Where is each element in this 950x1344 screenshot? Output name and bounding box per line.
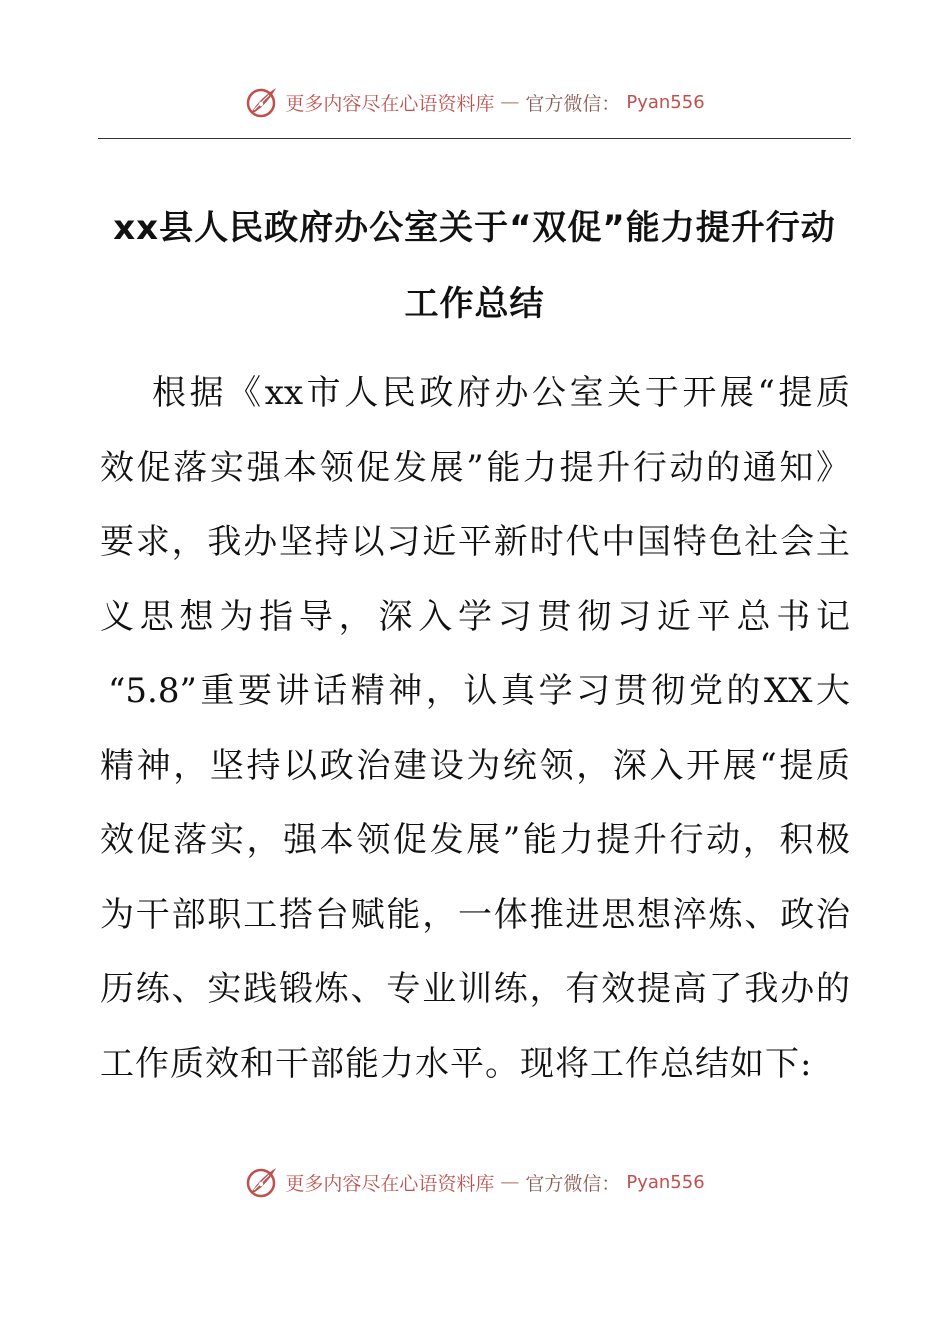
paragraph-line: 工作质效和干部能力水平。现将工作总结如下: <box>100 1043 813 1084</box>
wechat-id: Pyan556 <box>626 1171 705 1193</box>
quill-pen-logo-icon <box>245 1165 279 1199</box>
paragraph-line: 为干部职工搭台赋能，一体推进思想淬炼、政治 <box>100 894 850 935</box>
wechat-label: 官方微信： <box>525 92 621 115</box>
banner-separator: — <box>500 91 520 113</box>
paragraph-line: 效促落实强本领促发展”能力提升行动的通知》 <box>100 447 850 488</box>
document-body <box>100 356 850 1101</box>
site-name-text: 更多内容尽在心语资料库 <box>285 92 495 115</box>
site-name-text: 更多内容尽在心语资料库 <box>285 1172 495 1195</box>
wechat-id: Pyan556 <box>626 91 705 113</box>
quill-pen-logo-icon <box>245 85 279 119</box>
footer-watermark-banner <box>0 1162 950 1202</box>
paragraph-line: 根据《xx市人民政府办公室关于开展“提质 <box>152 373 850 413</box>
paragraph-line: 精神，坚持以政治建设为统领，深入开展“提质 <box>100 745 850 786</box>
document-title <box>98 190 851 342</box>
header-divider <box>98 138 851 139</box>
paragraph-line: 义思想为指导，深入学习贯彻习近平总书记 <box>100 596 850 637</box>
banner-separator: — <box>500 1171 520 1193</box>
paragraph-line: “5.8”重要讲话精神，认真学习贯彻党的XX大 <box>108 671 850 711</box>
paragraph-line: 效促落实，强本领促发展”能力提升行动，积极 <box>100 820 850 860</box>
paragraph-line: 要求，我办坚持以习近平新时代中国特色社会主 <box>100 522 850 562</box>
header-watermark-banner <box>0 82 950 122</box>
paragraph-line: 历练、实践锻炼、专业训练，有效提高了我办的 <box>100 969 850 1009</box>
wechat-label: 官方微信： <box>525 1172 621 1195</box>
title-line: xx县人民政府办公室关于“双促”能力提升行动 <box>113 208 836 248</box>
title-line: 工作总结 <box>404 284 545 324</box>
